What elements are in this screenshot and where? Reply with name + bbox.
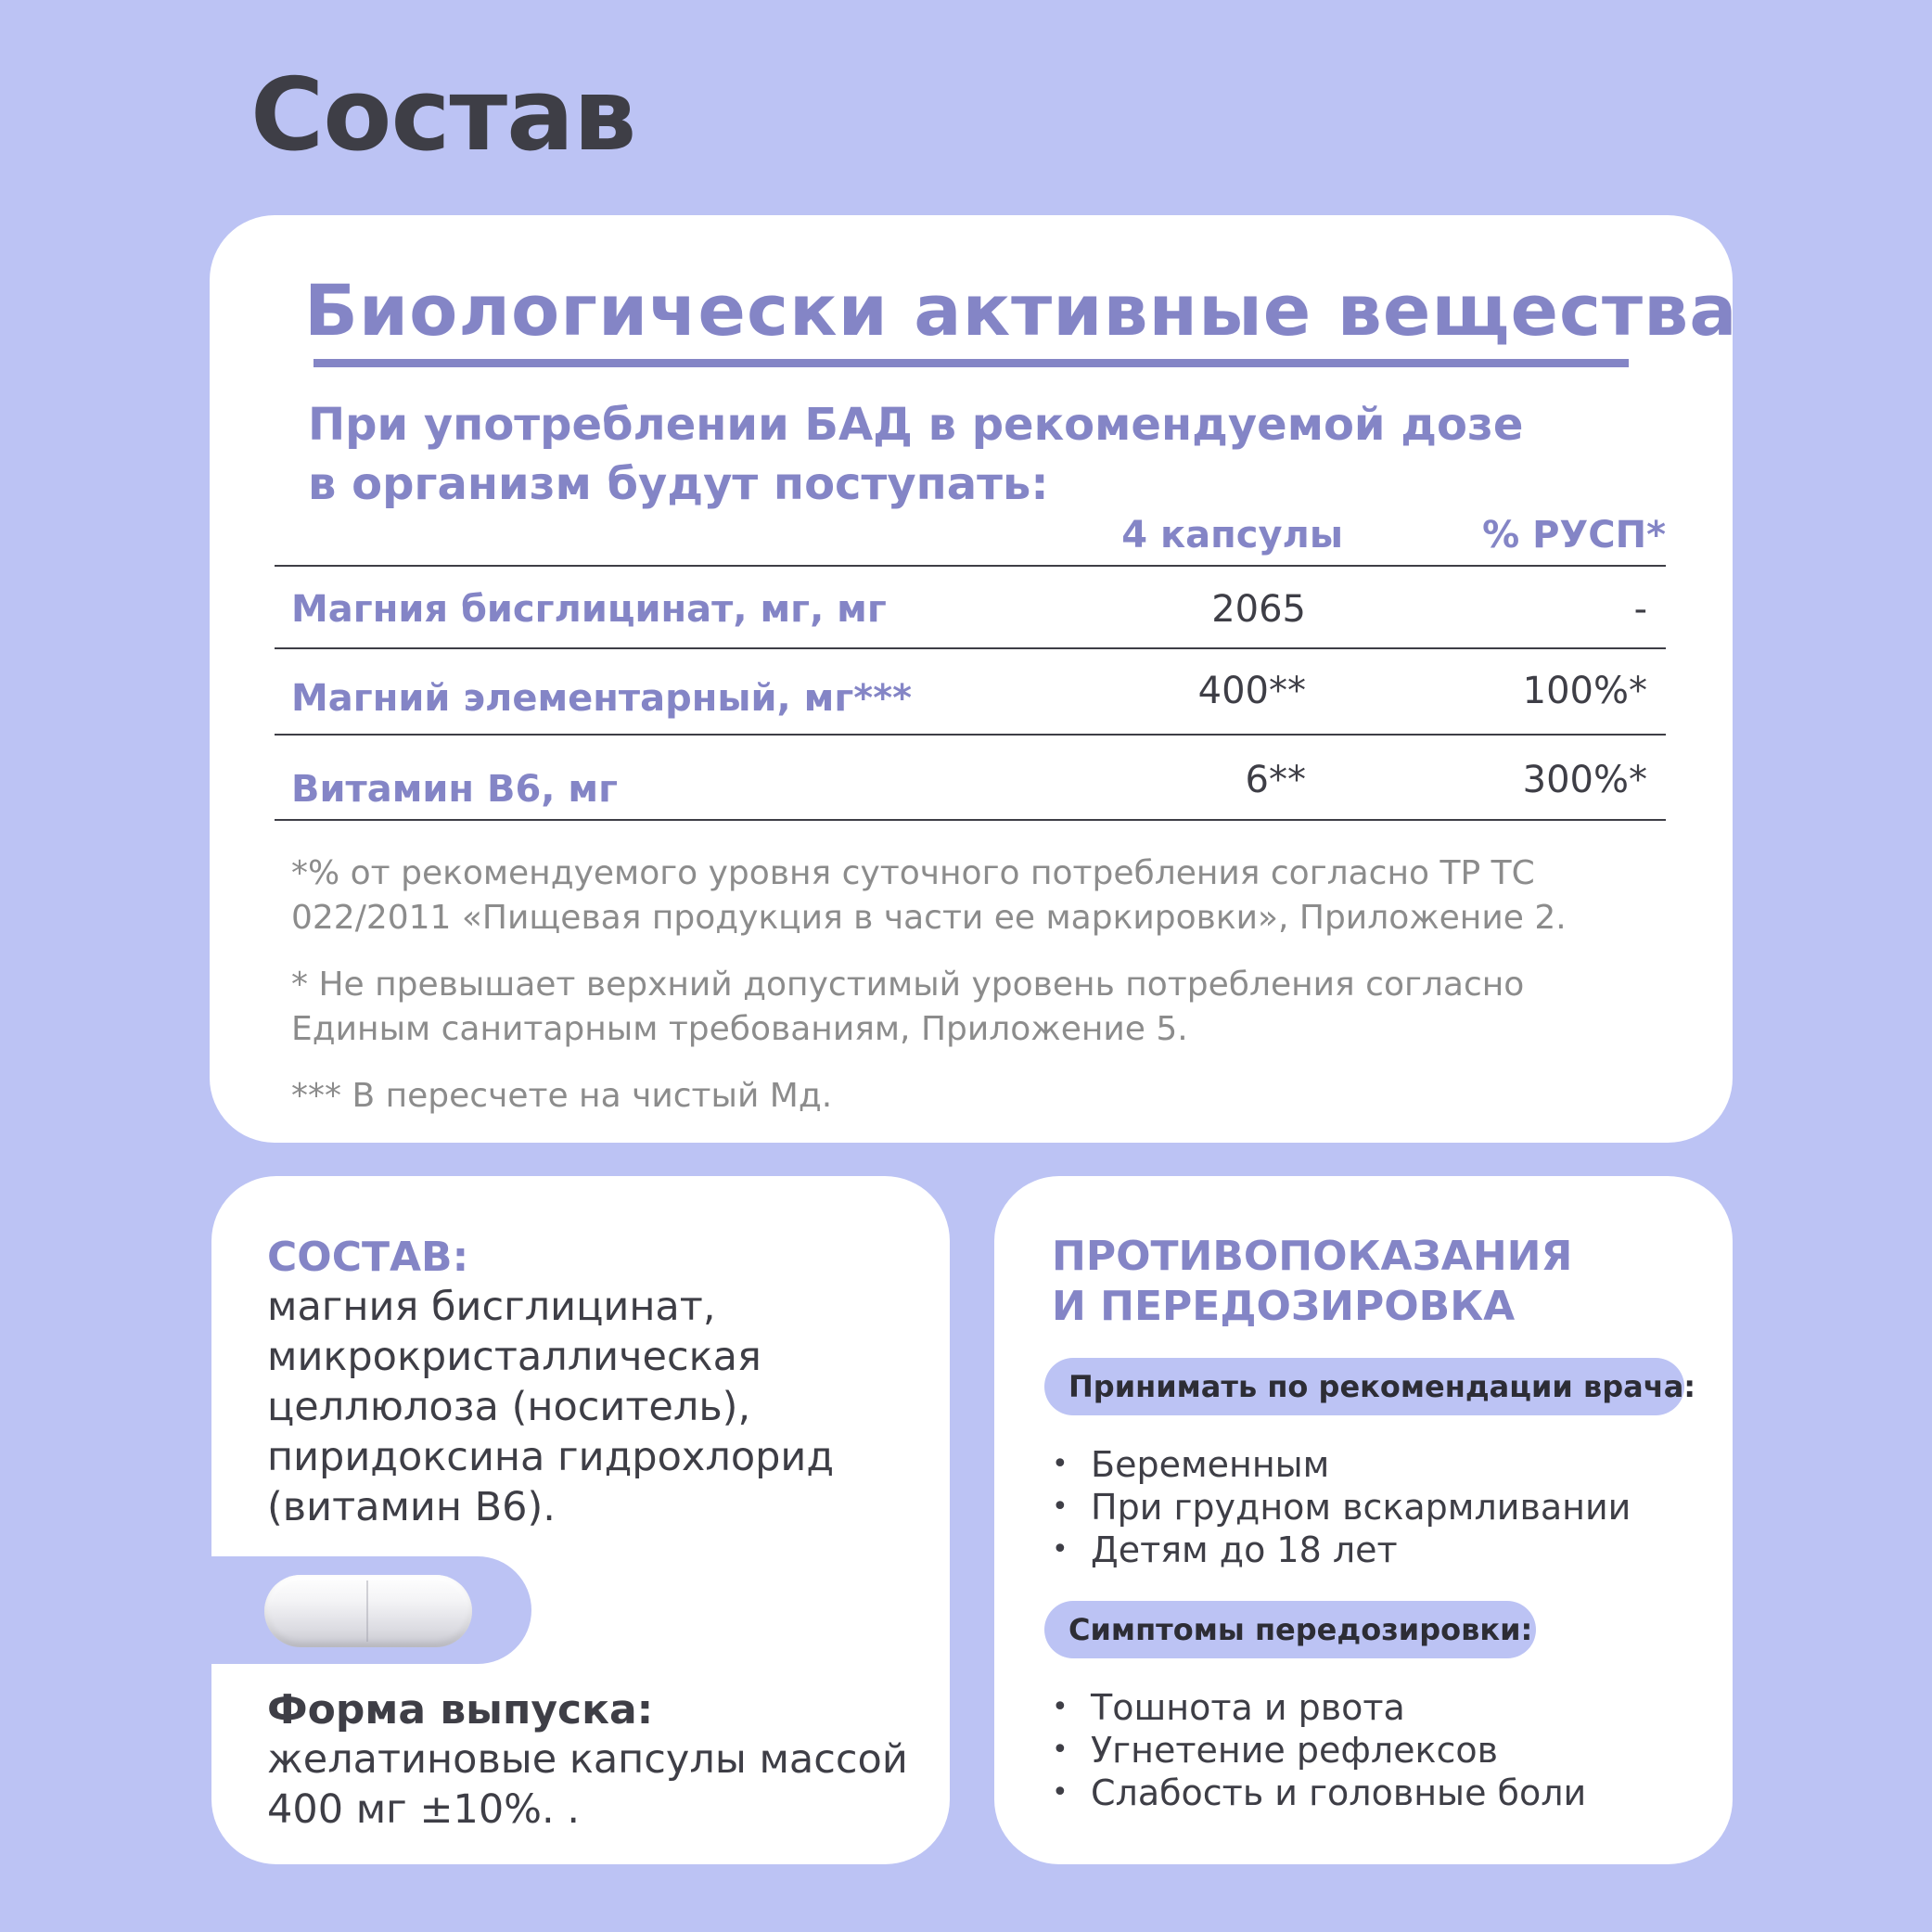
list-item (1050, 1443, 1631, 1486)
footnote: *** В пересчете на чистый Мд. (291, 1077, 833, 1115)
bullet-icon: • (1052, 1691, 1068, 1723)
heading-line: И ПЕРЕДОЗИРОВКА (1052, 1283, 1516, 1330)
list-item-text: Угнетение рефлексов (1091, 1730, 1499, 1771)
table-row-capsules: 400** (1197, 670, 1306, 712)
bullet-icon: • (1052, 1734, 1068, 1766)
capsule-seam (366, 1580, 368, 1642)
doctor-advice-pill: Принимать по рекомендации врача: (1044, 1358, 1684, 1415)
bullet-icon: • (1052, 1533, 1068, 1566)
table-row-rusp: 300%* (1522, 759, 1647, 801)
composition-card (211, 1176, 950, 1864)
title-underline (313, 359, 1629, 367)
contraindications-list (1050, 1443, 1631, 1571)
list-item (1050, 1729, 1586, 1772)
bio-title: Биологически активные вещества (304, 269, 1738, 352)
release-form-text: желатиновые капсулы массой 400 мг ±10%. . (267, 1736, 908, 1833)
bio-active-card (210, 215, 1738, 1143)
subtitle-line: в организм будут поступать: (308, 458, 1049, 510)
table-row-name: Витамин В6, мг (291, 768, 619, 811)
bio-subtitle (308, 395, 1653, 514)
column-header-capsules: 4 капсулы (1121, 514, 1343, 557)
heading-line: ПРОТИВОПОКАЗАНИЯ (1052, 1233, 1573, 1280)
footnote: *% от рекомендуемого уровня суточного потребления согласно ТР ТС 022/2011 «Пищевая продукция в части ее маркировки», Приложение 2. (291, 854, 1567, 937)
bullet-icon: • (1052, 1776, 1068, 1809)
list-item (1050, 1486, 1631, 1529)
list-item-text: При грудном вскармливании (1091, 1487, 1631, 1528)
table-divider (275, 647, 1666, 649)
bullet-icon: • (1052, 1448, 1068, 1480)
page-title: Состав (250, 58, 636, 173)
table-divider (275, 819, 1666, 821)
table-row-capsules: 6** (1245, 759, 1306, 801)
overdose-symptoms-pill: Симптомы передозировки: (1044, 1601, 1536, 1658)
footnote: * Не превышает верхний допустимый уровень потребления согласно Единым санитарным требованиям, Приложение 5. (291, 966, 1525, 1048)
list-item (1050, 1772, 1586, 1814)
list-item (1050, 1686, 1586, 1729)
list-item-text: Детям до 18 лет (1091, 1529, 1398, 1570)
subtitle-line: При употреблении БАД в рекомендуемой дозе (308, 399, 1524, 451)
list-item (1050, 1529, 1631, 1571)
table-divider (275, 565, 1666, 567)
bullet-icon: • (1052, 1491, 1068, 1523)
table-divider (275, 734, 1666, 736)
table-row-name: Магния бисглицинат, мг, мг (291, 588, 887, 631)
contraindications-card (994, 1176, 1733, 1864)
list-item-text: Тошнота и рвота (1091, 1687, 1405, 1728)
table-row-name: Магний элементарный, мг*** (291, 677, 913, 720)
overdose-list (1050, 1686, 1586, 1814)
table-row-rusp: - (1633, 588, 1647, 631)
list-item-text: Слабость и головные боли (1091, 1772, 1587, 1813)
table-row-rusp: 100%* (1522, 670, 1647, 712)
contraindications-heading (1052, 1232, 1701, 1332)
column-header-rusp: % РУСП* (1482, 514, 1666, 557)
release-form-heading: Форма выпуска: (267, 1686, 654, 1734)
composition-text: магния бисглицинат, микрокристаллическая целлюлоза (носитель), пиридоксина гидрохлорид (витамин В6). (267, 1284, 835, 1530)
table-row-capsules: 2065 (1211, 588, 1306, 631)
list-item-text: Беременным (1091, 1444, 1330, 1485)
capsule-icon (264, 1575, 472, 1647)
composition-heading: СОСТАВ: (267, 1234, 469, 1281)
